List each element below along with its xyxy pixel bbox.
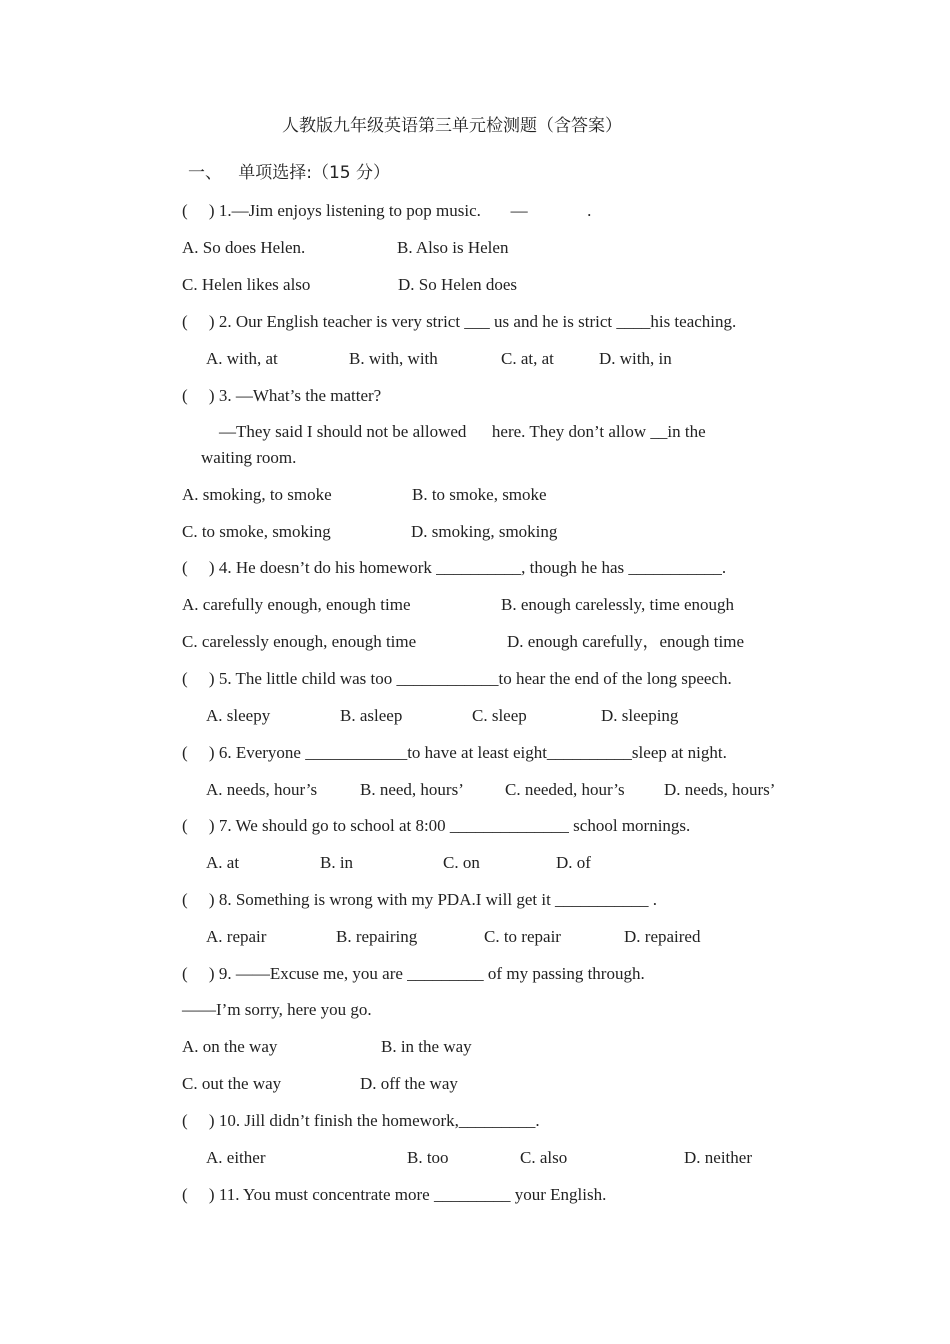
question-5-option-d: D. sleeping xyxy=(601,706,679,725)
question-9-stem: ( ) 9. ——Excuse me, you are _________ of my passing through. xyxy=(182,964,645,983)
question-2-stem: ( ) 2. Our English teacher is very strict ___ us and he is strict ____his teaching. xyxy=(182,312,737,331)
question-2-option-b: B. with, with xyxy=(349,349,438,368)
question-8-option-b: B. repairing xyxy=(336,927,418,946)
question-8-stem: ( ) 8. Something is wrong with my PDA.I will get it ___________ . xyxy=(182,890,658,909)
question-10-option-c: C. also xyxy=(520,1148,568,1167)
question-9-option-d: D. off the way xyxy=(360,1074,458,1093)
question-9-stem-line2: ——I’m sorry, here you go. xyxy=(182,1000,372,1019)
question-6-stem: ( ) 6. Everyone ____________to have at least eight__________sleep at night. xyxy=(182,743,727,762)
question-7-option-d: D. of xyxy=(556,853,591,872)
question-1-stem: ( ) 1.—Jim enjoys listening to pop music. — . xyxy=(182,201,592,220)
question-5-option-c: C. sleep xyxy=(472,706,527,725)
question-7-option-c: C. on xyxy=(443,853,480,872)
question-4-option-b: B. enough carelessly, time enough xyxy=(501,595,735,614)
question-6-option-a: A. needs, hour’s xyxy=(206,780,318,799)
question-3-option-b: B. to smoke, smoke xyxy=(412,485,547,504)
question-10-option-a: A. either xyxy=(206,1148,266,1167)
question-8-option-a: A. repair xyxy=(206,927,267,946)
question-6-option-d: D. needs, hours’ xyxy=(664,780,776,799)
question-3-stem: ( ) 3. —What’s the matter? xyxy=(182,386,382,405)
question-3-option-a: A. smoking, to smoke xyxy=(182,485,332,504)
question-10-stem: ( ) 10. Jill didn’t finish the homework,_________. xyxy=(182,1111,540,1130)
question-3-option-c: C. to smoke, smoking xyxy=(182,522,331,541)
question-6-option-c: C. needed, hour’s xyxy=(505,780,625,799)
question-1-option-c: C. Helen likes also xyxy=(182,275,311,294)
question-1-option-d: D. So Helen does xyxy=(398,275,517,294)
question-11-stem: ( ) 11. You must concentrate more _________ your English. xyxy=(182,1185,607,1204)
question-8-option-d: D. repaired xyxy=(624,927,701,946)
question-3-option-d: D. smoking, smoking xyxy=(411,522,558,541)
question-6-option-b: B. need, hours’ xyxy=(360,780,464,799)
question-8-option-c: C. to repair xyxy=(484,927,561,946)
question-10-option-b: B. too xyxy=(407,1148,449,1167)
question-9-option-a: A. on the way xyxy=(182,1037,278,1056)
question-9-option-c: C. out the way xyxy=(182,1074,282,1093)
question-4-option-d: D. enough carefully，enough time xyxy=(507,632,744,651)
question-9-option-b: B. in the way xyxy=(381,1037,472,1056)
question-3-stem-line3: waiting room. xyxy=(201,448,297,467)
question-1-option-a: A. So does Helen. xyxy=(182,238,306,257)
question-7-stem: ( ) 7. We should go to school at 8:00 ______________ school mornings. xyxy=(182,816,691,835)
question-4-option-a: A. carefully enough, enough time xyxy=(182,595,411,614)
question-7-option-a: A. at xyxy=(206,853,240,872)
question-3-stem-line2: —They said I should not be allowed here. They don’t allow __in the xyxy=(219,422,706,441)
question-7-option-b: B. in xyxy=(320,853,354,872)
question-1-option-b: B. Also is Helen xyxy=(397,238,509,257)
question-2-option-c: C. at, at xyxy=(501,349,554,368)
question-4-option-c: C. carelessly enough, enough time xyxy=(182,632,417,651)
question-4-stem: ( ) 4. He doesn’t do his homework __________, though he has ___________. xyxy=(182,558,727,577)
question-2-option-a: A. with, at xyxy=(206,349,278,368)
question-2-option-d: D. with, in xyxy=(599,349,672,368)
question-5-option-b: B. asleep xyxy=(340,706,403,725)
question-5-option-a: A. sleepy xyxy=(206,706,271,725)
section-heading: 一、 单项选择:（15 分） xyxy=(188,163,390,183)
question-5-stem: ( ) 5. The little child was too ____________to hear the end of the long speech. xyxy=(182,669,732,688)
question-10-option-d: D. neither xyxy=(684,1148,752,1167)
page-title: 人教版九年级英语第三单元检测题（含答案） xyxy=(282,116,622,136)
